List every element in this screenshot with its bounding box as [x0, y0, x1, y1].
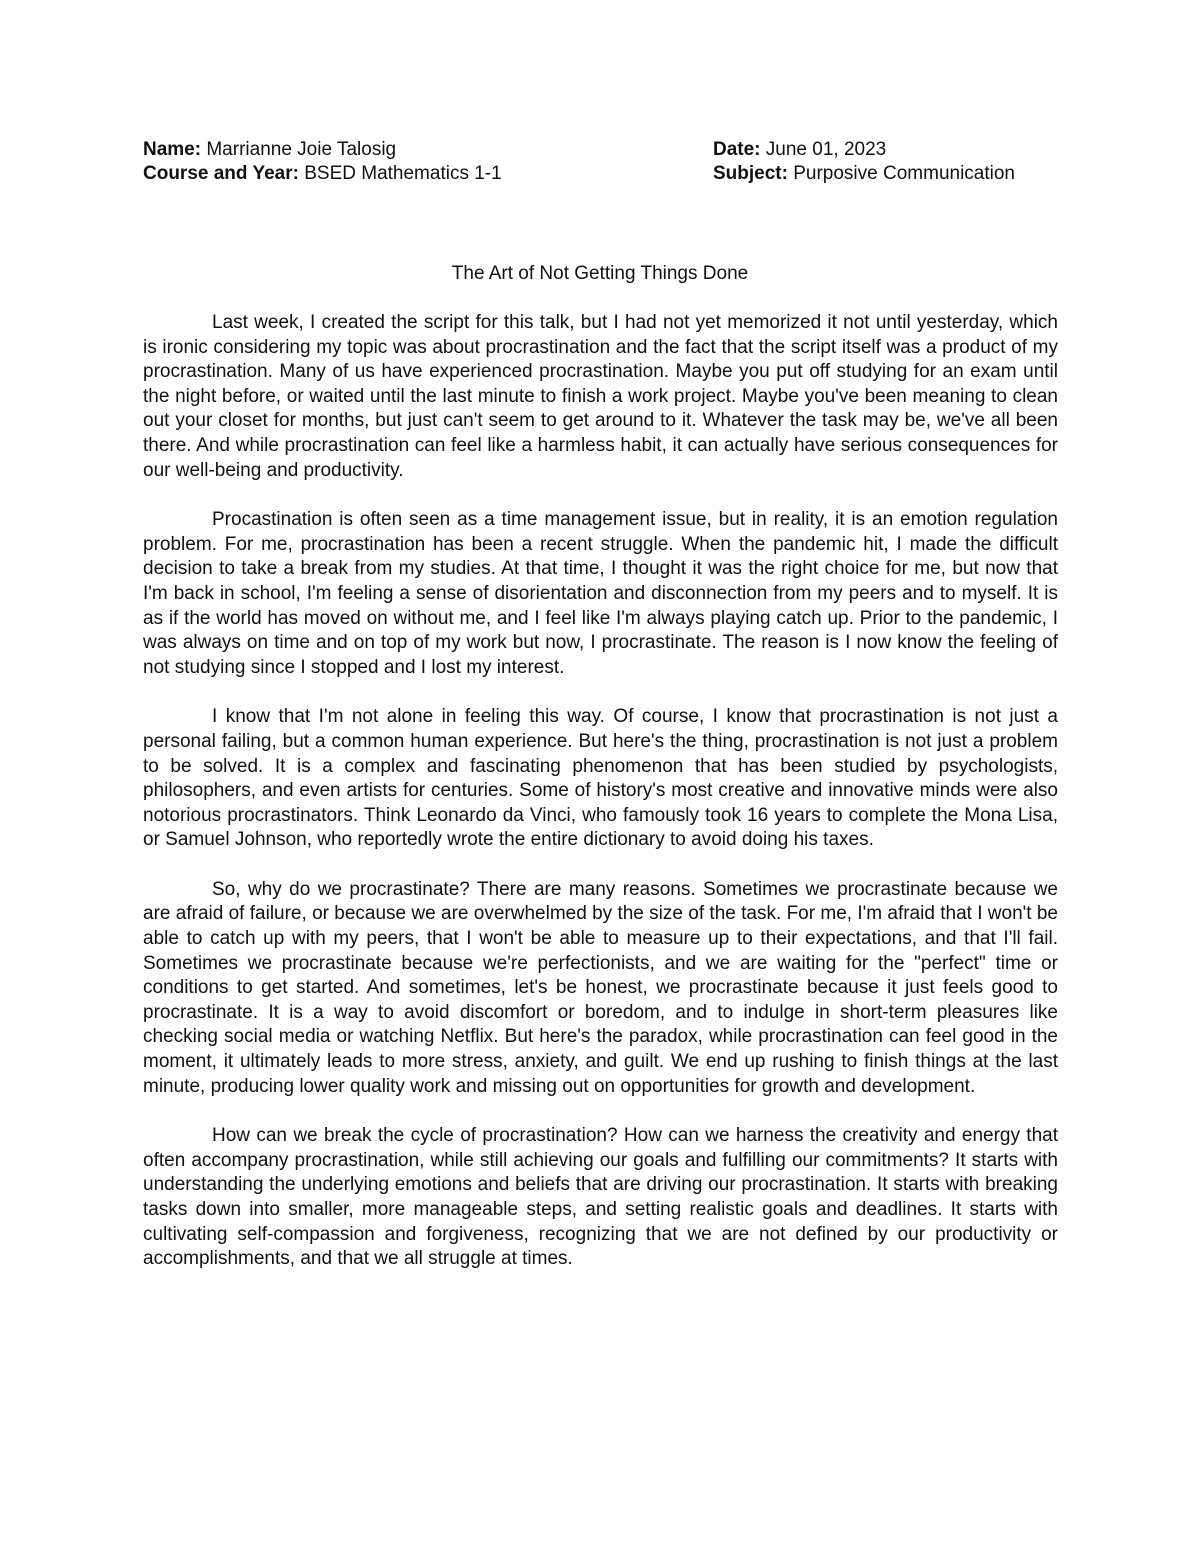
name-field	[143, 138, 713, 162]
name-value: Marrianne Joie Talosig	[206, 139, 397, 160]
header-row-2	[143, 162, 1063, 186]
header-row-1	[143, 138, 1063, 162]
paragraph-5: How can we break the cycle of procrastination? How can we harness the creativity and energy that often accompany procrastination, while still achieving our goals and fulfilling our commitments? It starts with understanding the underlying emotions and beliefs that are driving our procrastination. It starts with breaking tasks down into smaller, more manageable steps, and setting realistic goals and deadlines. It starts with cultivating self-compassion and forgiveness, recognizing that we are not defined by our productivity or accomplishments, and that we all struggle at times.	[143, 1125, 1058, 1270]
paragraph-2: Procastination is often seen as a time management issue, but in reality, it is an emotion regulation problem. For me, procrastination has been a recent struggle. When the pandemic hit, I made the difficult decision to take a break from my studies. At that time, I thought it was the right choice for me, but now that I'm back in school, I'm feeling a sense of disorientation and disconnection from my peers and to myself. It is as if the world has moved on without me, and I feel like I'm always playing catch up. Prior to the pandemic, I was always on time and on top of my work but now, I procrastinate. The reason is I now know the feeling of not studying since I stopped and I lost my interest.	[143, 509, 1058, 678]
date-field	[713, 138, 886, 162]
paragraph-3: I know that I'm not alone in feeling this way. Of course, I know that procrastination is not just a personal failing, but a common human experience. But here's the thing, procrastination is not just a problem to be solved. It is a complex and fascinating phenomenon that has been studied by psychologists, philosophers, and even artists for centuries. Some of history's most creative and innovative minds were also notorious procrastinators. Think Leonardo da Vinci, who famously took 16 years to complete the Mona Lisa, or Samuel Johnson, who reportedly wrote the entire dictionary to avoid doing his taxes.	[143, 706, 1058, 851]
document-body	[143, 311, 1058, 1297]
name-label: Name:	[143, 139, 202, 160]
course-value: BSED Mathematics 1-1	[304, 163, 502, 184]
date-label: Date:	[713, 139, 761, 160]
subject-value: Purposive Communication	[793, 163, 1015, 184]
paragraph-4: So, why do we procrastinate? There are many reasons. Sometimes we procrastinate because we are afraid of failure, or because we are overwhelmed by the size of the task. For me, I'm afraid that I won't be able to catch up with my peers, that I won't be able to measure up to their expectations, and that I'll fail. Sometimes we procrastinate because we're perfectionists, and we are waiting for the "perfect" time or conditions to get started. And sometimes, let's be honest, we procrastinate because it just feels good to procrastinate. It is a way to avoid discomfort or boredom, and to indulge in short-term pleasures like checking social media or watching Netflix. But here's the paradox, while procrastination can feel good in the moment, it ultimately leads to more stress, anxiety, and guilt. We end up rushing to finish things at the last minute, producing lower quality work and missing out on opportunities for growth and development.	[143, 878, 1058, 1097]
paragraph-1: Last week, I created the script for this talk, but I had not yet memorized it not until yesterday, which is ironic considering my topic was about procrastination and the fact that the script itself was a product of my procrastination. Many of us have experienced procrastination. Maybe you put off studying for an exam until the night before, or waited until the last minute to finish a work project. Maybe you've been meaning to clean out your closet for months, but just can't seem to get around to it. Whatever the task may be, we've all been there. And while procrastination can feel like a harmless habit, it can actually have serious consequences for our well-being and productivity.	[143, 312, 1058, 481]
course-label: Course and Year:	[143, 163, 299, 184]
document-header	[143, 138, 1063, 186]
course-field	[143, 162, 713, 186]
date-value: June 01, 2023	[765, 139, 887, 160]
subject-label: Subject:	[713, 163, 788, 184]
document-title: The Art of Not Getting Things Done	[451, 263, 749, 284]
subject-field	[713, 162, 1015, 186]
